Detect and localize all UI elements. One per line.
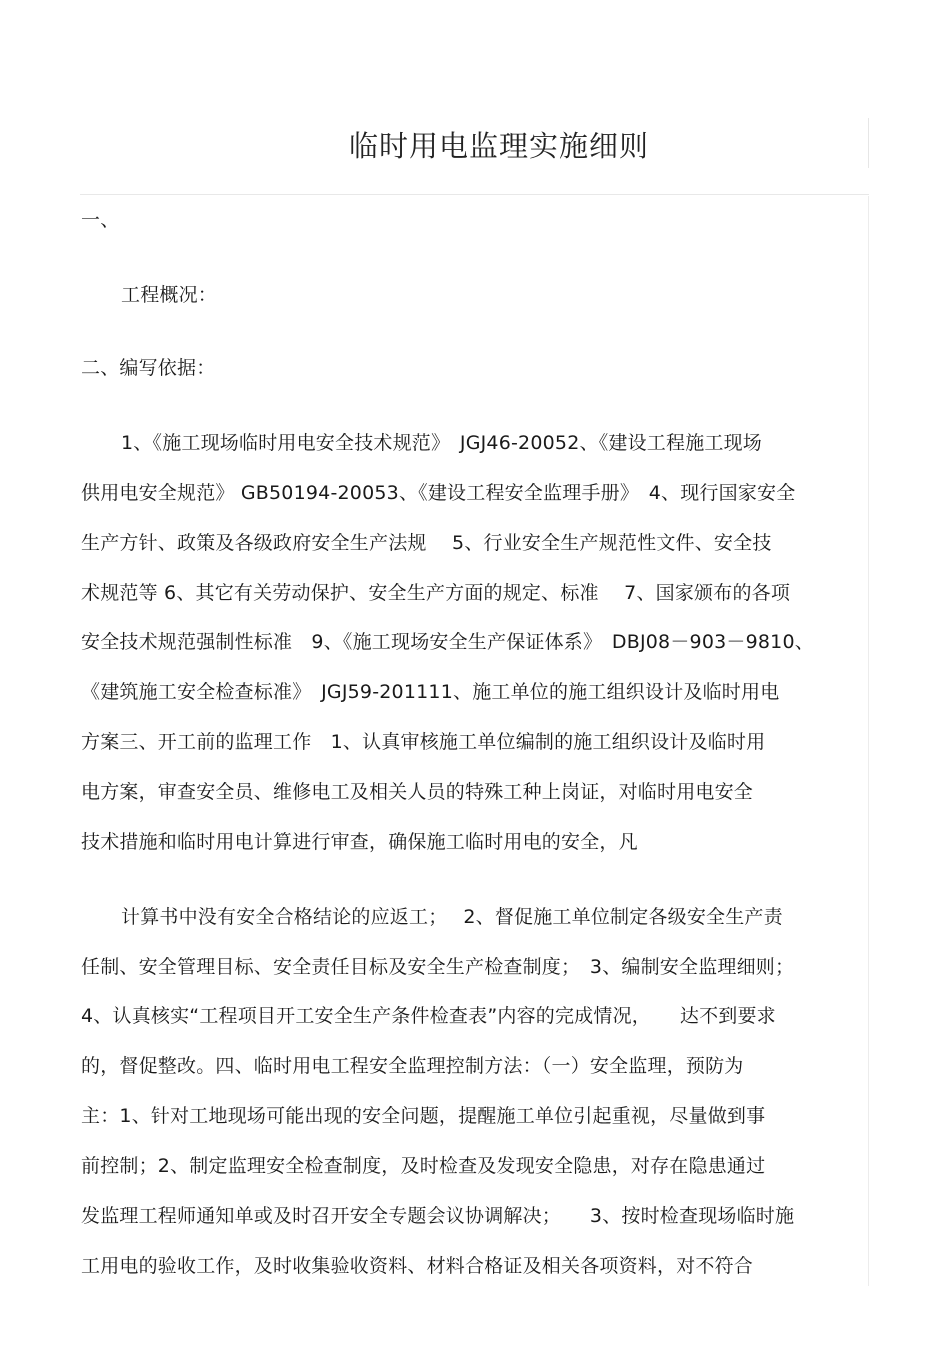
paragraph-line: 方案三、开工前的监理工作 1、认真审核施工单位编制的施工组织设计及临时用 (81, 731, 766, 753)
paragraph-line: 发监理工程师通知单或及时召开安全专题会议协调解决； 3、按时检查现场临时施 (81, 1205, 795, 1227)
paragraph-line: 技术措施和临时用电计算进行审查，确保施工临时用电的安全，凡 (81, 831, 638, 853)
section-heading-1: 一、 (81, 209, 120, 231)
paragraph-line: 生产方针、政策及各级政府安全生产法规 5、行业安全生产规范性文件、安全技 (81, 532, 772, 554)
paragraph-line: 计算书中没有安全合格结论的应返工； 2、督促施工单位制定各级安全生产责 (121, 906, 783, 928)
vertical-rule-top (868, 118, 869, 168)
paragraph-line: 前控制；2、制定监理安全检查制度，及时检查及发现安全隐患，对存在隐患通过 (81, 1155, 766, 1177)
paragraph-line: 4、认真核实“工程项目开工安全生产条件检查表”内容的完成情况， 达不到要求 (81, 1005, 776, 1027)
paragraph-line: 安全技术规范强制性标准 9、《施工现场安全生产保证体系》 DBJ08－903－9810、 (81, 631, 814, 653)
paragraph-line: 主：1、针对工地现场可能出现的安全问题，提醒施工单位引起重视，尽量做到事 (81, 1105, 766, 1127)
paragraph-line: 电方案，审查安全员、维修电工及相关人员的特殊工种上岗证，对临时用电安全 (81, 781, 754, 803)
paragraph-line: 《建筑施工安全检查标准》 JGJ59-201111、施工单位的施工组织设计及临时用电 (81, 681, 780, 703)
horizontal-rule (80, 194, 869, 195)
paragraph-line: 术规范等 6、其它有关劳动保护、安全生产方面的规定、标准 7、国家颁布的各项 (81, 582, 791, 604)
document-title: 临时用电监理实施细则 (348, 129, 649, 163)
paragraph-line: 任制、安全管理目标、安全责任目标及安全生产检查制度； 3、编制安全监理细则； (81, 956, 795, 978)
section-heading-2: 二、编写依据： (81, 357, 216, 379)
project-overview-label: 工程概况： (121, 284, 218, 306)
paragraph-line: 工用电的验收工作，及时收集验收资料、材料合格证及相关各项资料，对不符合 (81, 1255, 754, 1277)
paragraph-line: 供用电安全规范》 GB50194-20053、《建设工程安全监理手册》 4、现行国家安全 (81, 482, 796, 504)
paragraph-line: 1、《施工现场临时用电安全技术规范》 JGJ46-20052、《建设工程施工现场 (121, 432, 762, 454)
paragraph-line: 的，督促整改。四、临时用电工程安全监理控制方法：（一）安全监理，预防为 (81, 1055, 744, 1077)
vertical-rule-body (868, 196, 869, 1286)
